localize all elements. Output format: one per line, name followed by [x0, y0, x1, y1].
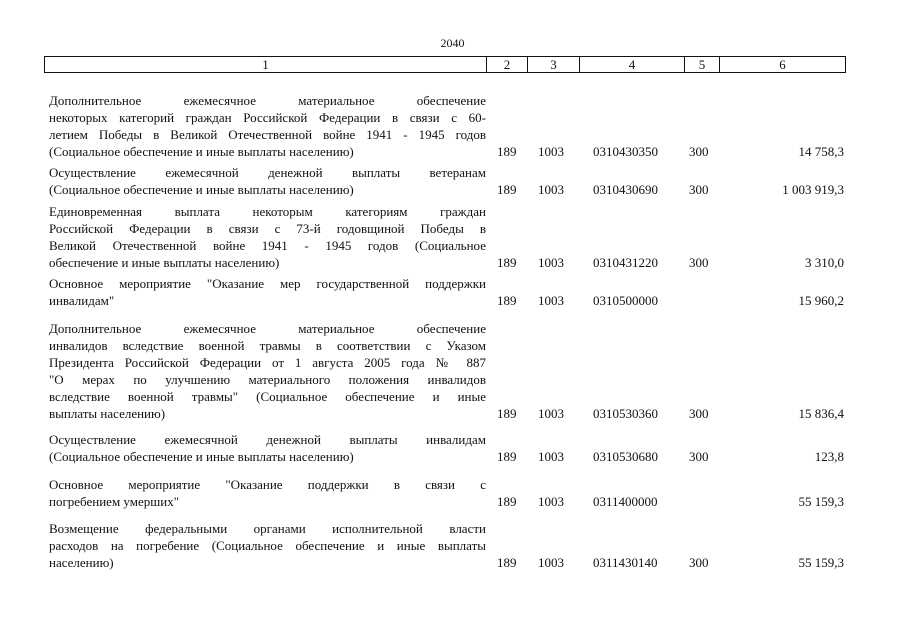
- description-line: погребением умерших": [49, 494, 180, 509]
- cell-code: 189: [497, 293, 517, 308]
- cell-target-code: 0310530360: [593, 406, 658, 421]
- row-description: [49, 320, 486, 422]
- table-row: [0, 320, 905, 422]
- cell-amount: 14 758,3: [798, 144, 844, 159]
- cell-code: 189: [497, 449, 517, 464]
- cell-section: 1003: [538, 494, 564, 509]
- cell-expense-type: 300: [689, 144, 709, 159]
- row-description: [49, 431, 486, 465]
- description-line: летием Победы в Великой Отечественной войне 1941 - 1945 годов: [49, 127, 486, 142]
- cell-target-code: 0310430350: [593, 144, 658, 159]
- description-line: (Социальное обеспечение и иные выплаты населению): [49, 449, 354, 464]
- column-header-1: 1: [45, 57, 487, 73]
- cell-code: 189: [497, 182, 517, 197]
- table-row: [0, 520, 905, 571]
- cell-expense-type: 300: [689, 406, 709, 421]
- table-row: [0, 92, 905, 160]
- cell-expense-type: 300: [689, 449, 709, 464]
- cell-code: 189: [497, 494, 517, 509]
- description-line: инвалидам": [49, 293, 115, 308]
- column-header-row: [45, 57, 846, 73]
- row-description: [49, 203, 486, 271]
- column-header-2: 2: [487, 57, 528, 73]
- row-description: [49, 164, 486, 198]
- row-description: [49, 275, 486, 309]
- description-line: некоторых категорий граждан Российской Федерации в связи с 60-: [49, 110, 486, 125]
- column-header-3: 3: [528, 57, 580, 73]
- description-line: Президента Российской Федерации от 1 августа 2005 года № 887: [49, 355, 486, 370]
- cell-expense-type: 300: [689, 555, 709, 570]
- cell-amount: 15 836,4: [798, 406, 844, 421]
- table-row: [0, 164, 905, 198]
- cell-code: 189: [497, 406, 517, 421]
- cell-section: 1003: [538, 555, 564, 570]
- table-row: [0, 275, 905, 309]
- cell-code: 189: [497, 555, 517, 570]
- description-line: Осуществление ежемесячной денежной выплаты ветеранам: [49, 165, 486, 180]
- table-row: [0, 476, 905, 510]
- description-line: Осуществление ежемесячной денежной выплаты инвалидам: [49, 432, 486, 447]
- cell-amount: 123,8: [814, 449, 844, 464]
- description-line: обеспечение и иные выплаты населению): [49, 255, 280, 270]
- cell-amount: 55 159,3: [798, 555, 844, 570]
- page-number: 2040: [440, 36, 465, 50]
- cell-target-code: 0310430690: [593, 182, 658, 197]
- description-line: Основное мероприятие "Оказание поддержки в связи с: [49, 477, 486, 492]
- description-line: Возмещение федеральными органами исполнительной власти: [49, 521, 486, 536]
- description-line: расходов на погребение (Социальное обеспечение и иные выплаты: [49, 538, 486, 553]
- cell-section: 1003: [538, 144, 564, 159]
- cell-section: 1003: [538, 449, 564, 464]
- cell-section: 1003: [538, 255, 564, 270]
- table-row: [0, 203, 905, 271]
- cell-section: 1003: [538, 293, 564, 308]
- cell-target-code: 0311400000: [593, 494, 658, 509]
- description-line: населению): [49, 555, 114, 570]
- cell-code: 189: [497, 144, 517, 159]
- row-description: [49, 520, 486, 571]
- description-line: "О мерах по улучшению материального положения инвалидов: [49, 372, 486, 387]
- cell-amount: 55 159,3: [798, 494, 844, 509]
- row-description: [49, 476, 486, 510]
- cell-target-code: 0311430140: [593, 555, 658, 570]
- description-line: Российской Федерации в связи с 73-й годовщиной Победы в: [49, 221, 486, 236]
- cell-amount: 1 003 919,3: [782, 182, 844, 197]
- table-row: [0, 431, 905, 465]
- cell-section: 1003: [538, 406, 564, 421]
- column-header-table: [44, 56, 846, 73]
- cell-section: 1003: [538, 182, 564, 197]
- column-header-5: 5: [685, 57, 720, 73]
- description-line: инвалидов вследствие военной травмы в соответствии с Указом: [49, 338, 486, 353]
- cell-target-code: 0310431220: [593, 255, 658, 270]
- cell-expense-type: 300: [689, 182, 709, 197]
- description-line: (Социальное обеспечение и иные выплаты населению): [49, 182, 354, 197]
- description-line: Дополнительное ежемесячное материальное обеспечение: [49, 93, 486, 108]
- cell-code: 189: [497, 255, 517, 270]
- description-line: Дополнительное ежемесячное материальное обеспечение: [49, 321, 486, 336]
- description-line: Единовременная выплата некоторым категориям граждан: [49, 204, 486, 219]
- description-line: вследствие военной травмы" (Социальное обеспечение и иные: [49, 389, 486, 404]
- column-header-4: 4: [580, 57, 685, 73]
- description-line: (Социальное обеспечение и иные выплаты населению): [49, 144, 354, 159]
- cell-expense-type: 300: [689, 255, 709, 270]
- cell-amount: 15 960,2: [798, 293, 844, 308]
- cell-amount: 3 310,0: [805, 255, 844, 270]
- cell-target-code: 0310530680: [593, 449, 658, 464]
- description-line: выплаты населению): [49, 406, 166, 421]
- cell-target-code: 0310500000: [593, 293, 658, 308]
- row-description: [49, 92, 486, 160]
- column-header-6: 6: [720, 57, 846, 73]
- description-line: Великой Отечественной войне 1941 - 1945 годов (Социальное: [49, 238, 486, 253]
- description-line: Основное мероприятие "Оказание мер государственной поддержки: [49, 276, 486, 291]
